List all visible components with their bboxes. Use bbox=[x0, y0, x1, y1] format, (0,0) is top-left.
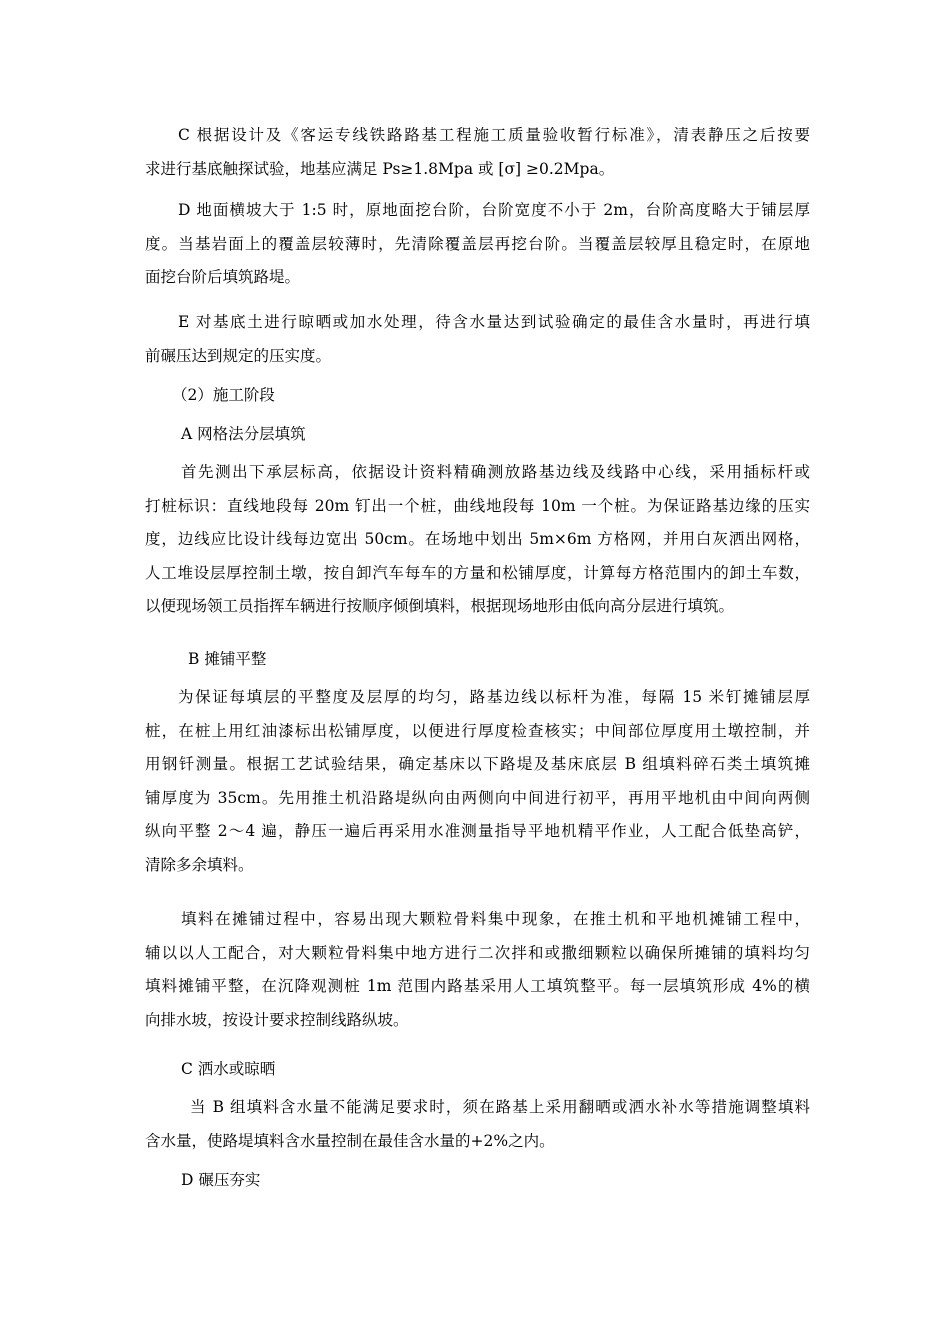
heading-compaction: D 碾压夯实 bbox=[181, 1171, 261, 1189]
text-line: 度，边线应比设计线每边宽出 50cm。在场地中划出 5m×6m 方格网，并用白灰洒出网格， bbox=[145, 530, 810, 548]
paragraph-grid-method bbox=[145, 456, 810, 624]
text-line: 首先测出下承层标高，依据设计资料精确测放路基边线及线路中心线，采用插标杆或 bbox=[181, 463, 810, 481]
paragraph-basis-test bbox=[145, 119, 810, 186]
paragraph-spreading bbox=[145, 681, 810, 882]
text-line: 用钢钎测量。根据工艺试验结果，确定基床以下路堤及基床底层 B 组填料碎石类土填筑摊 bbox=[145, 755, 810, 773]
heading-spreading: B 摊铺平整 bbox=[188, 650, 267, 668]
text-line: 度。当基岩面上的覆盖层较薄时，先清除覆盖层再挖台阶。当覆盖层较厚且稳定时，在原地 bbox=[145, 234, 810, 253]
heading-watering: C 洒水或晾晒 bbox=[181, 1060, 276, 1078]
text-line: 清除多余填料。 bbox=[145, 855, 254, 874]
text-line: 以便现场领工员指挥车辆进行按顺序倾倒填料，根据现场地形由低向高分层进行填筑。 bbox=[145, 597, 735, 615]
text-line: 向排水坡，按设计要求控制线路纵坡。 bbox=[145, 1010, 409, 1029]
text-line: 打桩标识：直线地段每 20m 钉出一个桩，曲线地段每 10m 一个桩。为保证路基边缘的压实 bbox=[145, 496, 810, 515]
text-line: 辅以以人工配合，对大颗粒骨料集中地方进行二次拌和或撒细颗粒以确保所摊铺的填料均匀 bbox=[145, 943, 810, 962]
paragraph-ground-slope bbox=[145, 194, 810, 295]
text-line: 面挖台阶后填筑路堤。 bbox=[145, 268, 301, 286]
text-line: 填料摊铺平整，在沉降观测桩 1m 范围内路基采用人工填筑整平。每一层填筑形成 4%的横 bbox=[145, 977, 810, 995]
text-line: E 对基底土进行晾晒或加水处理，待含水量达到试验确定的最佳含水量时，再进行填 bbox=[178, 313, 810, 331]
text-line: 填料在摊铺过程中，容易出现大颗粒骨料集中现象，在推土机和平地机摊铺工程中， bbox=[181, 910, 810, 928]
text-line: 纵向平整 2～4 遍，静压一遍后再采用水准测量指导平地机精平作业，人工配合低垫高铲， bbox=[145, 822, 810, 840]
text-line: 前碾压达到规定的压实度。 bbox=[145, 346, 332, 365]
text-line: 求进行基底触探试验，地基应满足 Ps≥1.8Mpa 或 [σ] ≥0.2Mpa。 bbox=[145, 159, 615, 178]
text-line: D 地面横坡大于 1:5 时，原地面挖台阶，台阶宽度不小于 2m，台阶高度略大于铺层厚 bbox=[178, 201, 810, 219]
text-line: 桩，在桩上用红油漆标出松铺厚度，以便进行厚度检查核实；中间部位厚度用土墩控制，并 bbox=[145, 721, 810, 740]
text-line: 当 B 组填料含水量不能满足要求时，须在路基上采用翻晒或洒水补水等措施调整填料 bbox=[190, 1098, 810, 1116]
text-line: 人工堆设层厚控制土墩，按自卸汽车每车的方量和松铺厚度，计算每方格范围内的卸土车数， bbox=[145, 563, 810, 582]
text-line: 含水量，使路堤填料含水量控制在最佳含水量的+2%之内。 bbox=[145, 1131, 555, 1150]
paragraph-aggregate-segregation bbox=[145, 903, 810, 1037]
paragraph-watering bbox=[145, 1091, 810, 1158]
paragraph-moisture-treatment bbox=[145, 306, 810, 373]
text-line: 铺厚度为 35cm。先用推土机沿路堤纵向由两侧向中间进行初平，再用平地机由中间向两侧 bbox=[145, 788, 810, 807]
text-line: 为保证每填层的平整度及层厚的均匀，路基边线以标杆为准，每隔 15 米钉摊铺层厚 bbox=[178, 688, 810, 706]
text-line: C 根据设计及《客运专线铁路路基工程施工质量验收暂行标准》，清表静压之后按要 bbox=[178, 126, 810, 144]
heading-grid-method: A 网格法分层填筑 bbox=[181, 425, 306, 443]
heading-construction-stage: （2）施工阶段 bbox=[172, 386, 275, 404]
